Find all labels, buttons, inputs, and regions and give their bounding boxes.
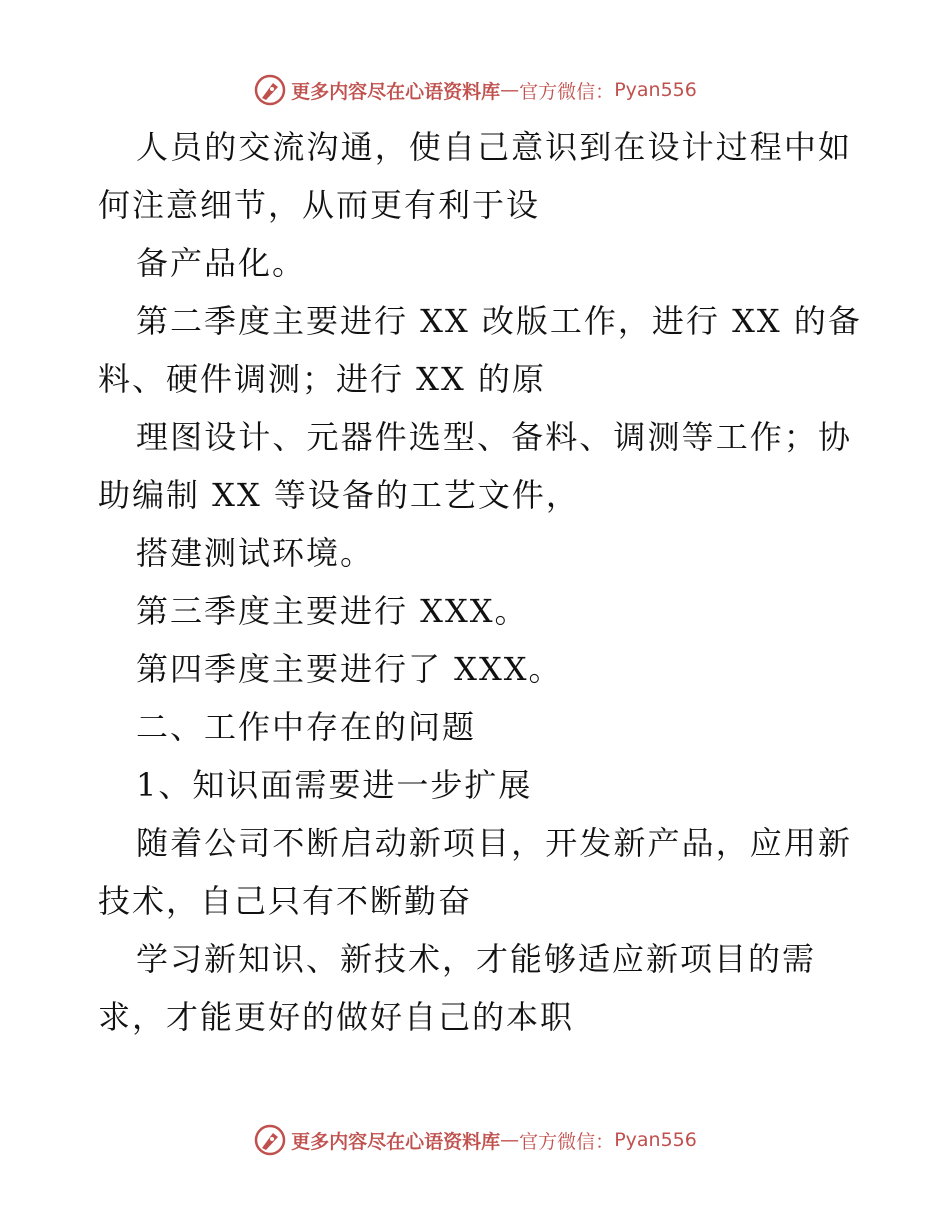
text-line: 助编制 XX 等设备的工艺文件， [98,476,580,514]
text-line: 学习新知识、新技术，才能够适应新项目的需 [136,940,817,978]
pen-nib-logo-icon [253,1123,287,1157]
watermark-official-label: 官方微信： [519,1130,615,1153]
text-line: 求，才能更好的做好自己的本职 [98,998,575,1036]
text-line: 第二季度主要进行 XX 改版工作，进行 XX 的备 [136,302,862,340]
watermark-dash: — [500,79,520,101]
watermark-brand: 更多内容尽在心语资料库 [291,1130,501,1153]
footer-watermark [0,1120,950,1160]
subsection-heading: 1、知识面需要进一步扩展 [136,766,533,804]
text-line: 第三季度主要进行 XXX。 [136,592,529,630]
section-heading: 二、工作中存在的问题 [136,708,477,746]
text-line: 第四季度主要进行了 XXX。 [136,650,563,688]
text-line: 技术，自己只有不断勤奋 [98,882,473,920]
header-watermark [0,70,950,110]
pen-nib-logo-icon [253,73,287,107]
text-line: 人员的交流沟通，使自己意识到在设计过程中如 [136,128,852,166]
text-line: 随着公司不断启动新项目，开发新产品，应用新 [136,824,852,862]
watermark-wechat-id: Pyan556 [614,79,697,101]
watermark-wechat-id: Pyan556 [614,1129,697,1151]
text-line: 何注意细节，从而更有利于设 [98,186,541,224]
text-line: 理图设计、元器件选型、备料、调测等工作；协 [136,418,852,456]
text-line: 料、硬件调测；进行 XX 的原 [98,360,546,398]
text-line: 备产品化。 [136,244,307,282]
text-line: 搭建测试环境。 [136,534,375,572]
watermark-official-label: 官方微信： [519,80,615,103]
watermark-brand: 更多内容尽在心语资料库 [291,80,501,103]
watermark-dash: — [500,1129,520,1151]
